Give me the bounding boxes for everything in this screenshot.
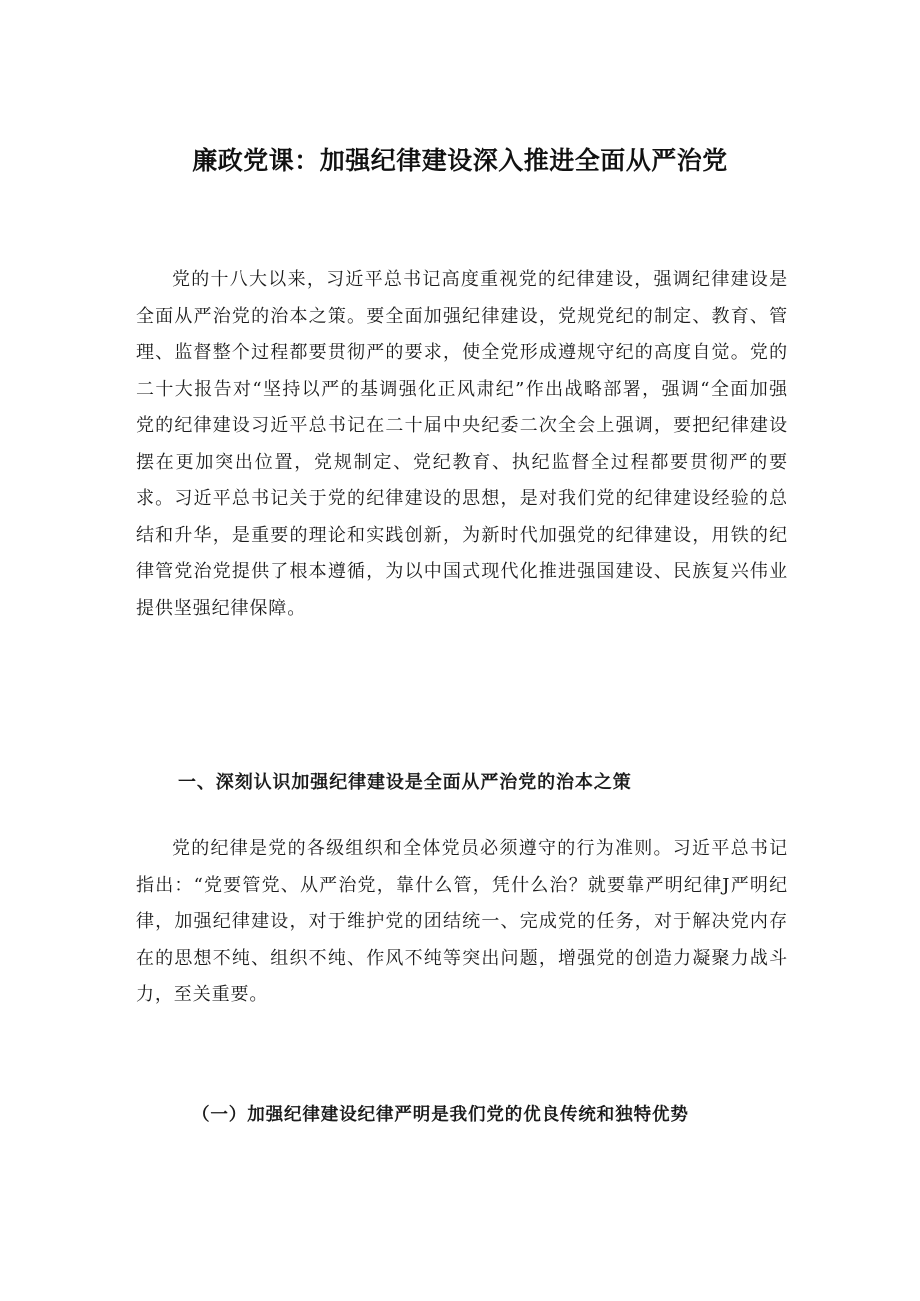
paragraph-intro: 党的十八大以来，习近平总书记高度重视党的纪律建设，强调纪律建设是全面从严治党的治本之策。要全面加强纪律建设，党规党纪的制定、教育、管理、监督整个过程都要贯彻严的要求，使全党形成遵规守纪的高度自觉。党的二十大报告对“坚持以严的基调强化正风肃纪”作出战略部署，强调“全面加强党的纪律建设习近平总书记在二十届中央纪委二次全会上强调，要把纪律建设摆在更加突出位置，党规制定、党纪教育、执纪监督全过程都要贯彻严的要求。习近平总书记关于党的纪律建设的思想，是对我们党的纪律建设经验的总结和升华，是重要的理论和实践创新，为新时代加强党的纪律建设，用铁的纪律管党治党提供了根本遵循，为以中国式现代化推进强国建设、民族复兴伟业提供坚强纪律保障。 <box>136 269 788 619</box>
subsection-heading-1: （一）加强纪律建设纪律严明是我们党的优良传统和独特优势 <box>192 1105 689 1125</box>
section-heading-1: 一、深刻认识加强纪律建设是全面从严治党的治本之策 <box>178 772 632 793</box>
document-title: 廉政党课：加强纪律建设深入推进全面从严治党 <box>192 145 728 175</box>
paragraph-discipline: 党的纪律是党的各级组织和全体党员必须遵守的行为准则。习近平总书记指出：“党要管党、从严治党，靠什么管，凭什么治？就要靠严明纪律J严明纪律，加强纪律建设，对于维护党的团结统一、完成党的任务，对于解决党内存在的思想不纯、组织不纯、作风不纯等突出问题，增强党的创造力凝聚力战斗力，至关重要。 <box>136 838 788 1005</box>
